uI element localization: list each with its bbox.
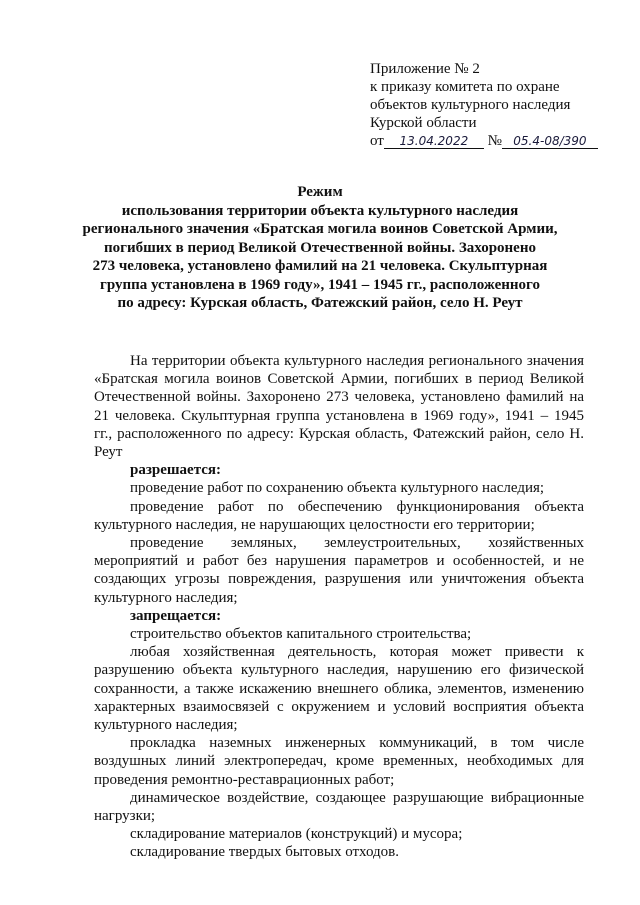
title-line: погибших в период Великой Отечественной войны. Захоронено xyxy=(104,239,536,256)
document-title xyxy=(80,183,560,313)
handwritten-order-number: 05.4-08/390 xyxy=(502,134,598,149)
date-prefix: от xyxy=(370,133,384,149)
forbidden-heading: запрещается: xyxy=(130,607,222,624)
title-line: Режим xyxy=(297,184,343,200)
title-line: по адресу: Курская область, Фатежский район, село Н. Реут xyxy=(117,295,523,311)
title-line: использования территории объекта культурного наследия xyxy=(121,202,519,219)
appendix-region-line: Курской области xyxy=(370,115,477,131)
forbidden-item: складирование твердых бытовых отходов. xyxy=(130,844,400,861)
forbidden-item: любая хозяйственная деятельность, которая может привести к разрушению объекта культурного наследия, нарушению его физической сохранности, а также искажению внешнего облика, элементов, изменению характерных взаимосвязей с окружением и условий восприятия объекта культурного наследия; xyxy=(94,644,584,734)
title-line: 273 человека, установлено фамилий на 21 человека. Скульптурная xyxy=(92,258,548,274)
document-body xyxy=(94,352,584,862)
appendix-order-line: к приказу комитета по охране xyxy=(370,79,560,95)
appendix-date-line xyxy=(370,132,620,150)
allowed-item: проведение работ по обеспечению функционирования объекта культурного наследия, не нарушающих целостности его территории; xyxy=(94,498,584,533)
forbidden-item: строительство объектов капитального строительства; xyxy=(130,626,472,643)
forbidden-item: динамическое воздействие, создающее разрушающие вибрационные нагрузки; xyxy=(94,789,584,825)
allowed-item: проведение земляных, землеустроительных, хозяйственных мероприятий и работ без нарушения параметров и особенностей, и не создающих угрозы повреждения, разрушения или уничтожения объекта культурного наследия; xyxy=(94,535,584,606)
handwritten-date: 13.04.2022 xyxy=(384,134,484,149)
allowed-heading: разрешается: xyxy=(130,462,222,479)
appendix-number: Приложение № 2 xyxy=(370,61,480,77)
title-line: группа установлена в 1969 году», 1941 – 1945 гг., расположенного xyxy=(100,276,540,293)
forbidden-item: прокладка наземных инженерных коммуникаций, в том числе воздушных линий электропередач, кроме временных, необходимых для проведения ремонтно-реставрационных работ; xyxy=(94,735,584,788)
allowed-item: проведение работ по сохранению объекта культурного наследия; xyxy=(130,480,545,497)
intro-paragraph: На территории объекта культурного наследия регионального значения «Братская могила воинов Советской Армии, погибших в период Великой Отечественной войны. Захоронено 273 человека, установлено фамилий на 21 человека. Скульптурная группа установлена в 1969 году», 1941 – 1945 гг., расположенного по адресу: Курская область, Фатежский район, село Н. Реут xyxy=(94,353,584,461)
number-prefix: № xyxy=(487,133,502,149)
forbidden-item: складирование материалов (конструкций) и мусора; xyxy=(130,826,463,843)
appendix-header xyxy=(370,60,620,150)
title-line: регионального значения «Братская могила воинов Советской Армии, xyxy=(82,221,558,237)
appendix-committee-line: объектов культурного наследия xyxy=(370,97,571,113)
